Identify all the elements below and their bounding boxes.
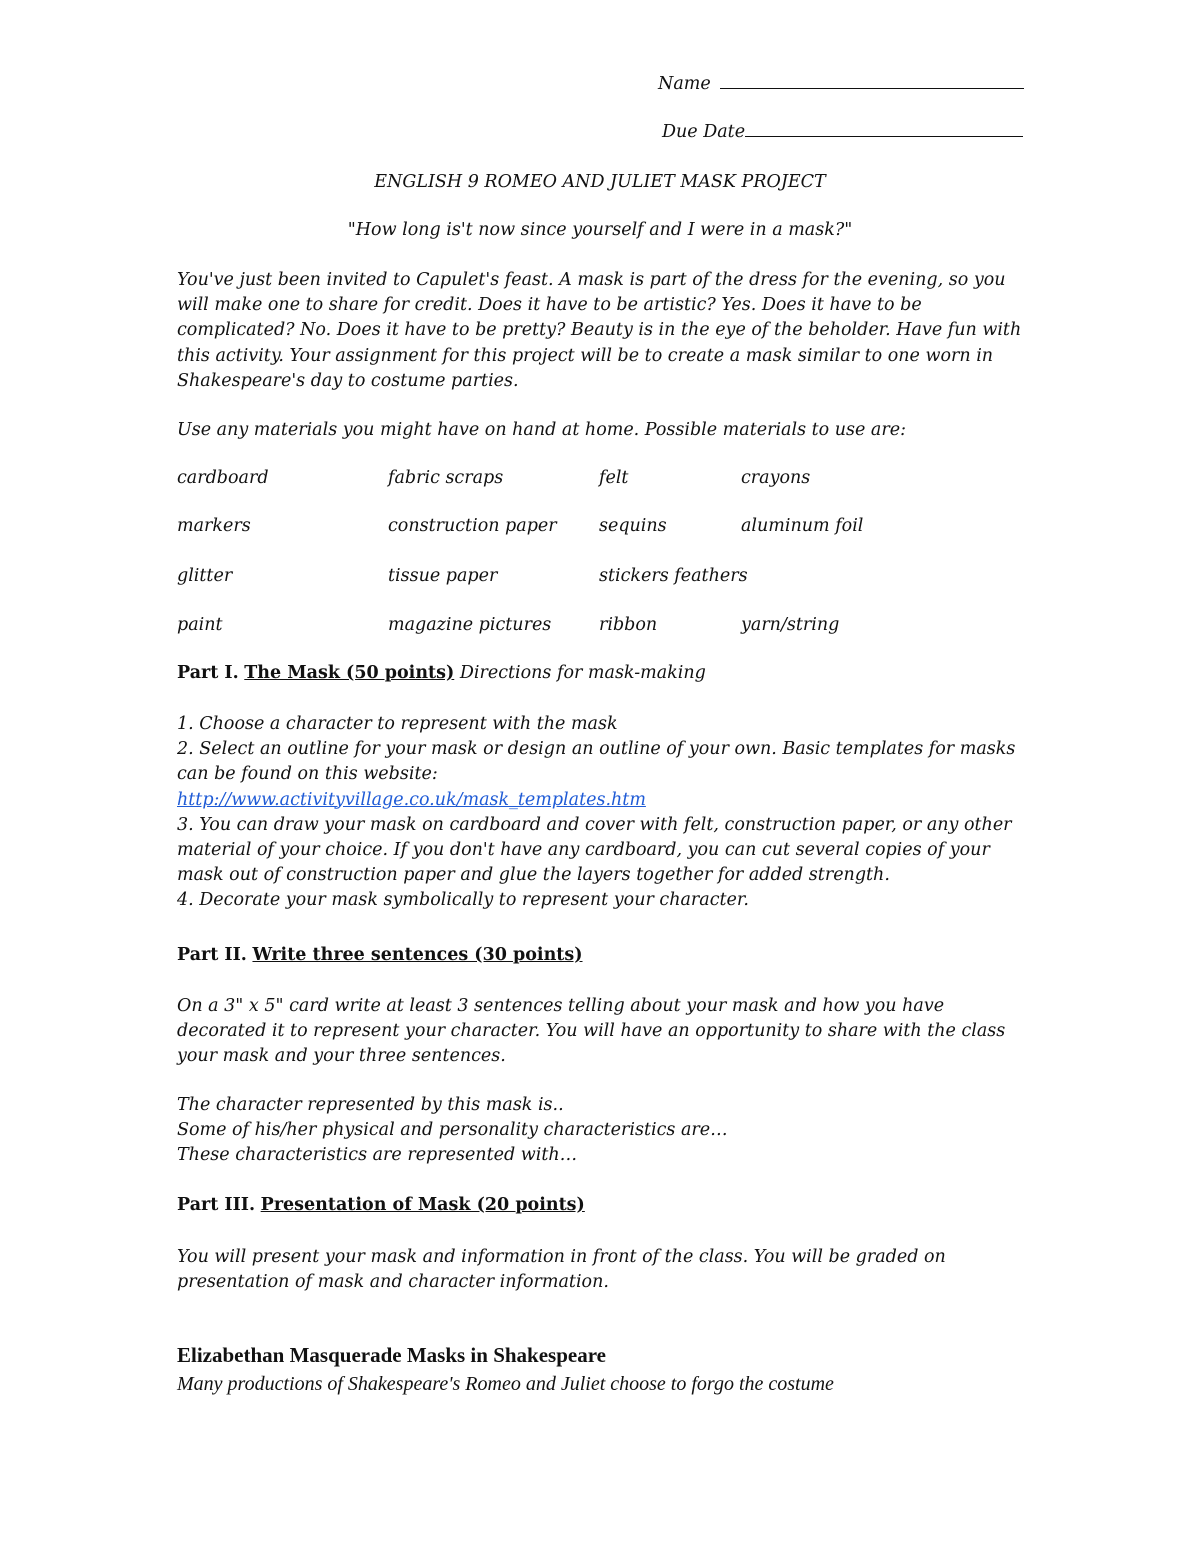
material-item: stickers feathers — [599, 566, 748, 586]
step-line: 1. Choose a character to represent with the mask — [177, 714, 618, 734]
material-item: tissue paper — [388, 566, 498, 586]
step-line: can be found on this website: — [177, 764, 438, 785]
material-item: cardboard — [177, 468, 269, 488]
name-field[interactable] — [658, 74, 1024, 94]
part3-heading — [177, 1195, 585, 1215]
part1-heading — [177, 663, 706, 683]
part3-line: You will present your mask and information in front of the class. You will be graded on — [177, 1247, 946, 1267]
part2-body — [177, 994, 1022, 1070]
part3-label: Part III. — [177, 1195, 256, 1215]
section-heading: Elizabethan Masquerade Masks in Shakespeare — [177, 1343, 606, 1367]
intro-line: this activity. Your assignment for this project will be to create a mask similar to one worn in — [177, 345, 994, 366]
step-line: 4. Decorate your mask symbolically to represent your character. — [177, 890, 749, 911]
prompt-line: The character represented by this mask is.. — [177, 1095, 564, 1115]
material-item: magazine pictures — [388, 615, 552, 635]
step-line: mask out of construction paper and glue the layers together for added strength. — [177, 865, 890, 886]
part3-line: presentation of mask and character information. — [177, 1272, 609, 1293]
part1-title: The Mask (50 points) — [244, 663, 455, 683]
material-item: crayons — [741, 468, 811, 488]
part1-label: Part I. — [177, 663, 239, 683]
section-subtitle: Many productions of Shakespeare's Romeo and Juliet choose to forgo the costume — [177, 1373, 834, 1395]
part2-heading — [177, 945, 583, 965]
part3-body — [177, 1245, 1022, 1295]
due-date-field[interactable] — [662, 122, 1023, 142]
material-item: felt — [599, 468, 629, 488]
step-line: 2. Select an outline for your mask or design an outline of your own. Basic templates for masks — [177, 739, 1016, 760]
part2-label: Part II. — [177, 945, 247, 965]
intro-line: will make one to share for credit. Does it have to be artistic? Yes. Does it have to be — [177, 295, 922, 316]
prompt-line: Some of his/her physical and personality characteristics are… — [177, 1120, 728, 1141]
mask-templates-link[interactable]: http://www.activityvillage.co.uk/mask_templates.htm — [177, 789, 646, 810]
intro-line: You've just been invited to Capulet's feast. A mask is part of the dress for the evening, so you — [177, 270, 1006, 290]
part2-line: your mask and your three sentences. — [177, 1046, 506, 1067]
materials-intro: Use any materials you might have on hand at home. Possible materials to use are: — [177, 420, 906, 440]
intro-line: Shakespeare's day to costume parties. — [177, 370, 519, 391]
material-item: construction paper — [388, 516, 557, 536]
prompt-line: These characteristics are represented with… — [177, 1145, 578, 1166]
name-label: Name — [658, 74, 711, 94]
quote: "How long is't now since yourself and I were in a mask?" — [347, 220, 853, 240]
material-item: ribbon — [599, 615, 658, 635]
material-item: fabric scraps — [388, 468, 504, 488]
material-item: sequins — [599, 516, 667, 536]
intro-paragraph — [177, 268, 1022, 394]
name-blank-line — [720, 87, 1024, 89]
due-date-blank-line — [745, 135, 1023, 137]
part2-line: On a 3" x 5" card write at least 3 sentences telling about your mask and how you have — [177, 996, 945, 1016]
step-line: material of your choice. If you don't have any cardboard, you can cut several copies of your — [177, 840, 990, 861]
part3-title: Presentation of Mask (20 points) — [260, 1195, 585, 1215]
part2-prompts — [177, 1093, 1022, 1169]
part2-line: decorated it to represent your character. You will have an opportunity to share with the class — [177, 1021, 1006, 1042]
part2-title: Write three sentences (30 points) — [252, 945, 583, 965]
material-item: markers — [177, 516, 251, 536]
material-item: yarn/string — [741, 615, 840, 635]
step-line: 3. You can draw your mask on cardboard and cover with felt, construction paper, or any other — [177, 814, 1012, 835]
due-date-label: Due Date — [662, 122, 746, 142]
part1-direction: Directions for mask-making — [459, 663, 706, 683]
page-title: ENGLISH 9 ROMEO AND JULIET MASK PROJECT — [374, 172, 826, 192]
intro-line: complicated? No. Does it have to be pretty? Beauty is in the eye of the beholder. Have fun with — [177, 320, 1022, 341]
material-item: paint — [177, 615, 223, 635]
material-item: glitter — [177, 566, 233, 586]
part1-steps — [177, 712, 1022, 914]
material-item: aluminum foil — [741, 516, 864, 536]
